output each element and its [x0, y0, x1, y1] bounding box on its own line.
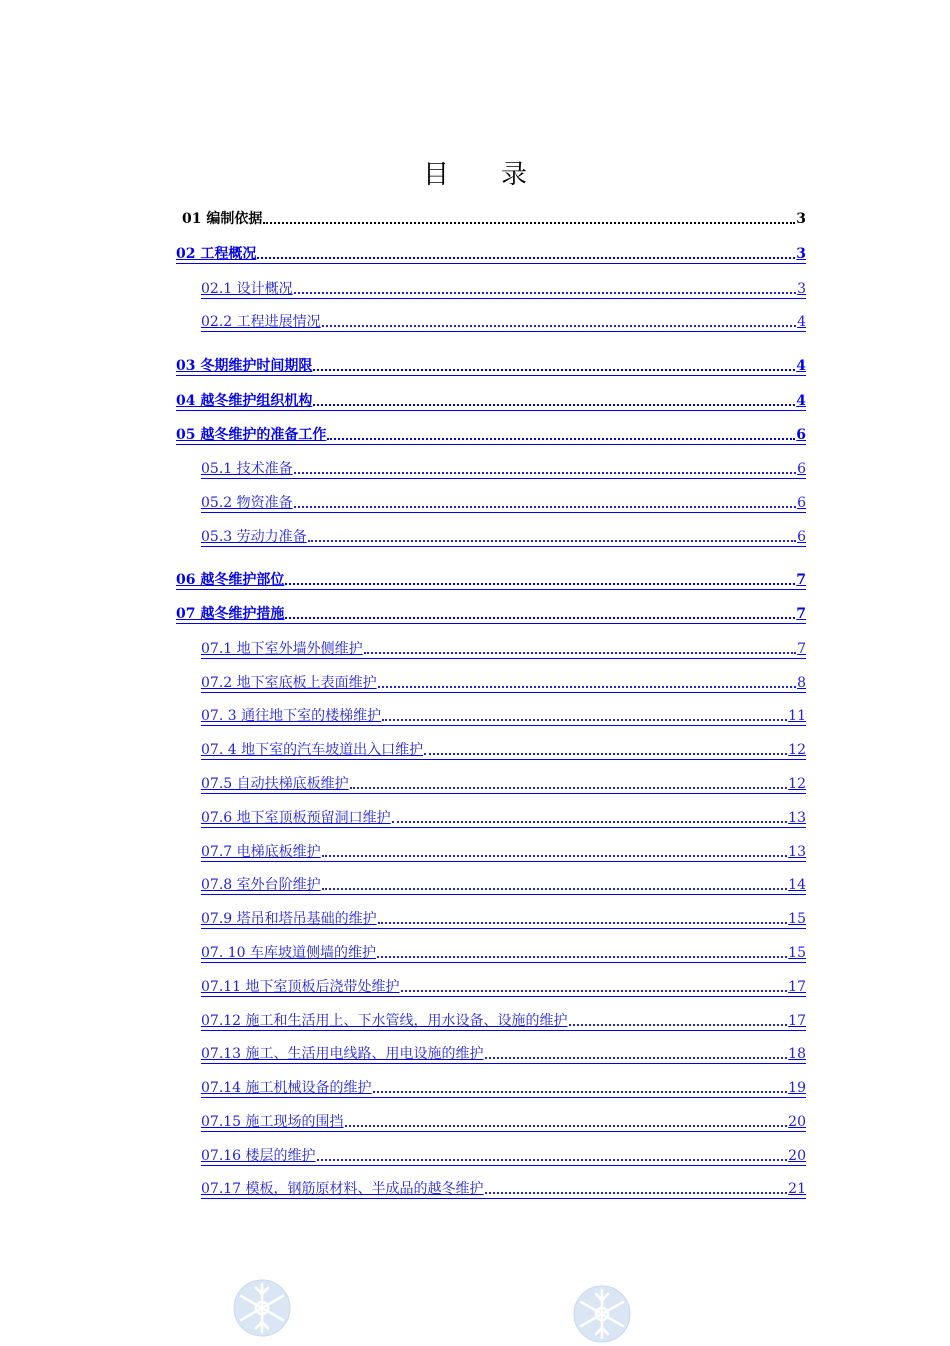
toc-entry-section[interactable] [201, 1111, 806, 1132]
toc-entry-page-number: 14 [788, 877, 806, 893]
toc-entry-page-number: 15 [788, 911, 806, 927]
toc-entry-label: 07.6 地下室顶板预留洞口维护 [201, 810, 391, 826]
toc-entry-label: 07. 10 车库坡道侧墙的维护 [201, 945, 376, 961]
toc-dot-leader [317, 1159, 788, 1161]
toc-entry-section[interactable] [201, 1010, 806, 1031]
toc-dot-leader [401, 990, 788, 992]
toc-entry-page-number: 8 [797, 675, 806, 691]
toc-dot-leader [285, 583, 795, 585]
toc-entry-section[interactable] [201, 942, 806, 963]
toc-dot-leader [345, 1125, 788, 1127]
toc-entry-label: 07. 4 地下室的汽车坡道出入口维护 [201, 742, 424, 758]
snowflake-watermark-icon [570, 1282, 634, 1346]
toc-entry-page-number: 6 [797, 495, 806, 511]
toc-entry-label: 07.17 模板，钢筋原材料、半成品的越冬维护 [201, 1181, 484, 1197]
toc-entry-label: 07.16 楼层的维护 [201, 1148, 316, 1164]
toc-entry-section[interactable] [201, 773, 806, 794]
toc-entry-section[interactable] [201, 1178, 806, 1199]
toc-entry-label: 07.7 电梯底板维护 [201, 844, 321, 860]
toc-dot-leader [378, 686, 796, 688]
toc-entry-label: 07. 3 通往地下室的楼梯维护 [201, 708, 382, 724]
toc-entry-section[interactable] [201, 458, 806, 479]
toc-entry-section[interactable] [201, 739, 806, 760]
toc-entry-page-number: 3 [796, 246, 806, 262]
snowflake-watermark-icon [230, 1276, 294, 1340]
toc-entry-section[interactable] [201, 705, 806, 726]
toc-dot-leader [322, 888, 788, 890]
toc-entry-page-number: 4 [796, 393, 806, 409]
toc-dot-leader [294, 472, 796, 474]
toc-entry-label: 07.12 施工和生活用上、下水管线，用水设备、设施的维护 [201, 1013, 568, 1029]
toc-entry-page-number: 15 [788, 945, 806, 961]
toc-entry-page-number: 18 [788, 1046, 806, 1062]
toc-dot-leader [308, 540, 796, 542]
toc-dot-leader [485, 1057, 788, 1059]
toc-entry-label: 01 编制依据 [182, 211, 263, 227]
toc-entry-section[interactable] [201, 672, 806, 693]
toc-entry-chapter[interactable] [176, 355, 806, 376]
toc-entry-section[interactable] [201, 492, 806, 513]
toc-entry-page-number: 7 [796, 572, 806, 588]
toc-entry-page-number: 6 [797, 461, 806, 477]
toc-dot-leader [485, 1192, 788, 1194]
toc-entry-section[interactable] [201, 278, 806, 299]
toc-dot-leader [313, 369, 795, 371]
toc-dot-leader [378, 922, 788, 924]
toc-entry-chapter[interactable] [176, 603, 806, 624]
toc-entry-label: 05.1 技术准备 [201, 461, 293, 477]
toc-entry-chapter[interactable] [176, 569, 806, 590]
toc-entry-page-number: 17 [788, 979, 806, 995]
toc-entry-page-number: 17 [788, 1013, 806, 1029]
toc-dot-leader [569, 1024, 788, 1026]
toc-dot-leader [313, 404, 795, 406]
toc-dot-leader [364, 652, 796, 654]
toc-entry-label: 07.14 施工机械设备的维护 [201, 1080, 372, 1096]
toc-entry-page-number: 6 [796, 427, 806, 443]
toc-entry-page-number: 4 [796, 358, 806, 374]
toc-entry-label: 05.3 劳动力准备 [201, 529, 307, 545]
toc-dot-leader [377, 956, 787, 958]
toc-entry-page-number: 13 [788, 810, 806, 826]
toc-entry-label: 07.5 自动扶梯底板维护 [201, 776, 349, 792]
toc-entry-label: 07 越冬维护措施 [176, 606, 285, 622]
toc-dot-leader [294, 292, 796, 294]
toc-entry-page-number: 20 [788, 1148, 806, 1164]
toc-entry-label: 07.8 室外台阶维护 [201, 877, 321, 893]
toc-entry-section[interactable] [201, 311, 806, 332]
toc-entry-label: 07.1 地下室外墙外侧维护 [201, 641, 363, 657]
toc-dot-leader [263, 222, 795, 224]
toc-entry-section[interactable] [201, 638, 806, 659]
toc-entry-label: 07.2 地下室底板上表面维护 [201, 675, 377, 691]
toc-entry-label: 07.9 塔吊和塔吊基础的维护 [201, 911, 377, 927]
toc-dot-leader [327, 438, 795, 440]
toc-entry-page-number: 7 [796, 606, 806, 622]
toc-dot-leader [294, 506, 796, 508]
toc-entry-section[interactable] [201, 908, 806, 929]
toc-entry-page-number: 19 [788, 1080, 806, 1096]
toc-entry-page-number: 21 [788, 1181, 806, 1197]
toc-entry-label: 05 越冬维护的准备工作 [176, 427, 327, 443]
toc-entry-chapter [182, 208, 806, 228]
toc-entry-section[interactable] [201, 1145, 806, 1166]
toc-entry-section[interactable] [201, 526, 806, 547]
toc-entry-chapter[interactable] [176, 424, 806, 445]
toc-dot-leader [392, 821, 788, 823]
toc-entry-page-number: 20 [788, 1114, 806, 1130]
toc-entry-chapter[interactable] [176, 390, 806, 411]
toc-entry-label: 07.15 施工现场的围挡 [201, 1114, 344, 1130]
toc-entry-label: 07.11 地下室顶板后浇带处维护 [201, 979, 400, 995]
toc-entry-page-number: 12 [788, 776, 806, 792]
toc-entry-label: 07.13 施工、生活用电线路、用电设施的维护 [201, 1046, 484, 1062]
toc-entry-section[interactable] [201, 1077, 806, 1098]
toc-dot-leader [285, 617, 795, 619]
toc-entry-page-number: 11 [788, 708, 806, 724]
toc-dot-leader [322, 325, 796, 327]
toc-entry-page-number: 3 [797, 281, 806, 297]
toc-entry-page-number: 3 [796, 211, 806, 227]
toc-entry-page-number: 13 [788, 844, 806, 860]
toc-entry-label: 03 冬期维护时间期限 [176, 358, 313, 374]
toc-entry-label: 02 工程概况 [176, 246, 257, 262]
toc-entry-label: 04 越冬维护组织机构 [176, 393, 313, 409]
toc-entry-label: 06 越冬维护部位 [176, 572, 285, 588]
toc-entry-section[interactable] [201, 1043, 806, 1064]
toc-entry-label: 02.1 设计概况 [201, 281, 293, 297]
toc-entry-page-number: 6 [797, 529, 806, 545]
toc-entry-page-number: 12 [788, 742, 806, 758]
toc-dot-leader [350, 787, 788, 789]
toc-dot-leader [382, 719, 787, 721]
toc-entry-label: 05.2 物资准备 [201, 495, 293, 511]
toc-entry-page-number: 4 [797, 314, 806, 330]
toc-entry-section[interactable] [201, 841, 806, 862]
toc-entry-section[interactable] [201, 874, 806, 895]
toc-dot-leader [257, 257, 795, 259]
toc-entry-page-number: 7 [797, 641, 806, 657]
toc-entry-section[interactable] [201, 807, 806, 828]
toc-entry-section[interactable] [201, 976, 806, 997]
toc-dot-leader [424, 753, 787, 755]
toc-dot-leader [322, 855, 788, 857]
page-title: 目 录 [422, 160, 527, 190]
toc-entry-label: 02.2 工程进展情况 [201, 314, 321, 330]
toc-entry-chapter[interactable] [176, 243, 806, 264]
toc-dot-leader [373, 1091, 788, 1093]
